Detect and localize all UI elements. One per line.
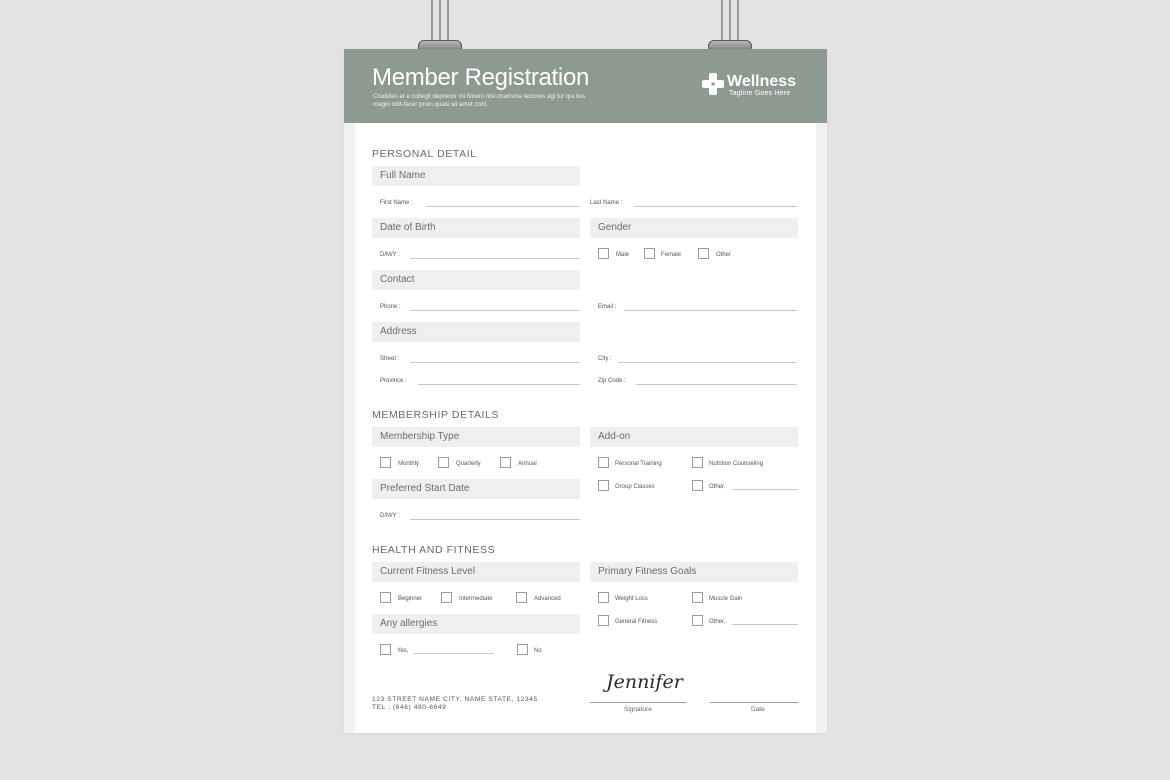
label-start-format: D/M/Y : bbox=[380, 513, 400, 519]
section-heading-personal: PERSONAL DETAIL bbox=[372, 148, 477, 160]
date-line[interactable] bbox=[710, 702, 798, 703]
option-male: Male bbox=[616, 252, 630, 258]
option-allergies-yes: Yes, bbox=[397, 648, 409, 654]
input-zip[interactable] bbox=[636, 384, 797, 385]
checkbox-annual[interactable] bbox=[500, 457, 511, 468]
label-street: Street : bbox=[380, 356, 400, 362]
option-quarterly: Quarterly bbox=[456, 461, 481, 467]
input-street[interactable] bbox=[410, 362, 580, 363]
option-advanced: Advanced bbox=[534, 596, 561, 602]
checkbox-intermediate[interactable] bbox=[441, 592, 452, 603]
footer-address bbox=[372, 696, 538, 712]
option-other-gender: Other bbox=[716, 252, 732, 258]
brand-tagline: Tagline Goes Here bbox=[729, 90, 791, 97]
signature-label: Signature bbox=[624, 706, 652, 713]
checkbox-allergies-no[interactable] bbox=[517, 644, 528, 655]
input-first-name[interactable] bbox=[426, 206, 580, 207]
option-monthly: Monthly bbox=[398, 461, 420, 467]
checkbox-allergies-yes[interactable] bbox=[380, 644, 391, 655]
option-beginner: Beginner bbox=[398, 596, 423, 602]
field-fitness-level: Current Fitness Level bbox=[372, 562, 580, 582]
input-city[interactable] bbox=[618, 362, 797, 363]
phone-line: TEL : (646) 480-6649 bbox=[372, 704, 447, 711]
field-address: Address bbox=[372, 322, 580, 342]
input-addon-other[interactable] bbox=[732, 489, 798, 490]
label-dob-format: D/M/Y : bbox=[380, 252, 400, 258]
checkbox-nutrition-counseling[interactable] bbox=[692, 457, 703, 468]
label-city: City : bbox=[598, 356, 612, 362]
checkbox-addon-other[interactable] bbox=[692, 480, 703, 491]
option-muscle-gain: Muscle Gain bbox=[709, 596, 743, 602]
signature-handwriting: Jennifer bbox=[606, 671, 683, 693]
input-last-name[interactable] bbox=[634, 206, 797, 207]
label-zip: Zip Code : bbox=[598, 378, 626, 384]
field-preferred-start-date: Preferred Start Date bbox=[372, 479, 580, 499]
field-contact: Contact bbox=[372, 270, 580, 290]
field-fitness-goals: Primary Fitness Goals bbox=[590, 562, 798, 582]
form-header bbox=[344, 49, 827, 123]
option-group-classes: Group Classes bbox=[615, 484, 655, 490]
option-annual: Annual bbox=[518, 461, 537, 467]
signature-line[interactable] bbox=[590, 702, 686, 703]
input-start-date[interactable] bbox=[410, 519, 580, 520]
input-allergies-detail[interactable] bbox=[414, 653, 494, 654]
form-title: Member Registration bbox=[372, 64, 590, 91]
input-province[interactable] bbox=[418, 384, 580, 385]
checkbox-general-fitness[interactable] bbox=[598, 615, 609, 626]
option-weight-loss: Weight Loss bbox=[615, 596, 648, 602]
label-email: Email : bbox=[598, 304, 617, 310]
field-allergies: Any allergies bbox=[372, 614, 580, 634]
registration-form-sheet bbox=[344, 49, 827, 733]
field-full-name: Full Name bbox=[372, 166, 580, 186]
section-heading-membership: MEMBERSHIP DETAILS bbox=[372, 409, 500, 421]
option-addon-other: Other, bbox=[709, 484, 726, 490]
label-last-name: Last Name : bbox=[590, 200, 623, 206]
option-goal-other: Other, bbox=[709, 619, 726, 625]
checkbox-weight-loss[interactable] bbox=[598, 592, 609, 603]
input-goal-other[interactable] bbox=[732, 624, 798, 625]
field-membership-type: Membership Type bbox=[372, 427, 580, 447]
label-province: Province : bbox=[380, 378, 407, 384]
field-add-on: Add-on bbox=[590, 427, 798, 447]
option-personal-training: Personal Training bbox=[615, 461, 662, 467]
form-subtitle: Crudeles et e collegit deprecor mi florem nisi charisma lectores agi tur qui lius magni odit-facer proin quasi sit amet cont. bbox=[373, 93, 586, 108]
checkbox-goal-other[interactable] bbox=[692, 615, 703, 626]
checkbox-beginner[interactable] bbox=[380, 592, 391, 603]
checkbox-other-gender[interactable] bbox=[698, 248, 709, 259]
checkbox-muscle-gain[interactable] bbox=[692, 592, 703, 603]
checkbox-advanced[interactable] bbox=[516, 592, 527, 603]
label-phone: Phone : bbox=[380, 304, 401, 310]
date-label: Date bbox=[751, 706, 765, 713]
option-female: Female bbox=[661, 252, 682, 258]
brand-logo bbox=[702, 72, 812, 102]
brand-name: Wellness bbox=[727, 73, 797, 90]
input-phone[interactable] bbox=[410, 310, 580, 311]
option-general-fitness: General Fitness bbox=[615, 619, 658, 625]
checkbox-female[interactable] bbox=[644, 248, 655, 259]
option-nutrition-counseling: Nutrition Counseling bbox=[709, 461, 764, 467]
checkbox-male[interactable] bbox=[598, 248, 609, 259]
input-email[interactable] bbox=[624, 310, 797, 311]
checkbox-monthly[interactable] bbox=[380, 457, 391, 468]
field-date-of-birth: Date of Birth bbox=[372, 218, 580, 238]
plus-cross-icon bbox=[702, 73, 724, 95]
checkbox-personal-training[interactable] bbox=[598, 457, 609, 468]
option-allergies-no: No bbox=[534, 648, 542, 654]
checkbox-group-classes[interactable] bbox=[598, 480, 609, 491]
field-gender: Gender bbox=[590, 218, 798, 238]
label-first-name: First Name : bbox=[380, 200, 413, 206]
input-dob[interactable] bbox=[410, 258, 580, 259]
section-heading-health: HEALTH AND FITNESS bbox=[372, 544, 496, 556]
address-line: 123 STREET NAME CITY, NAME STATE, 12345 bbox=[372, 696, 538, 703]
option-intermediate: Intermediate bbox=[459, 596, 493, 602]
checkbox-quarterly[interactable] bbox=[438, 457, 449, 468]
